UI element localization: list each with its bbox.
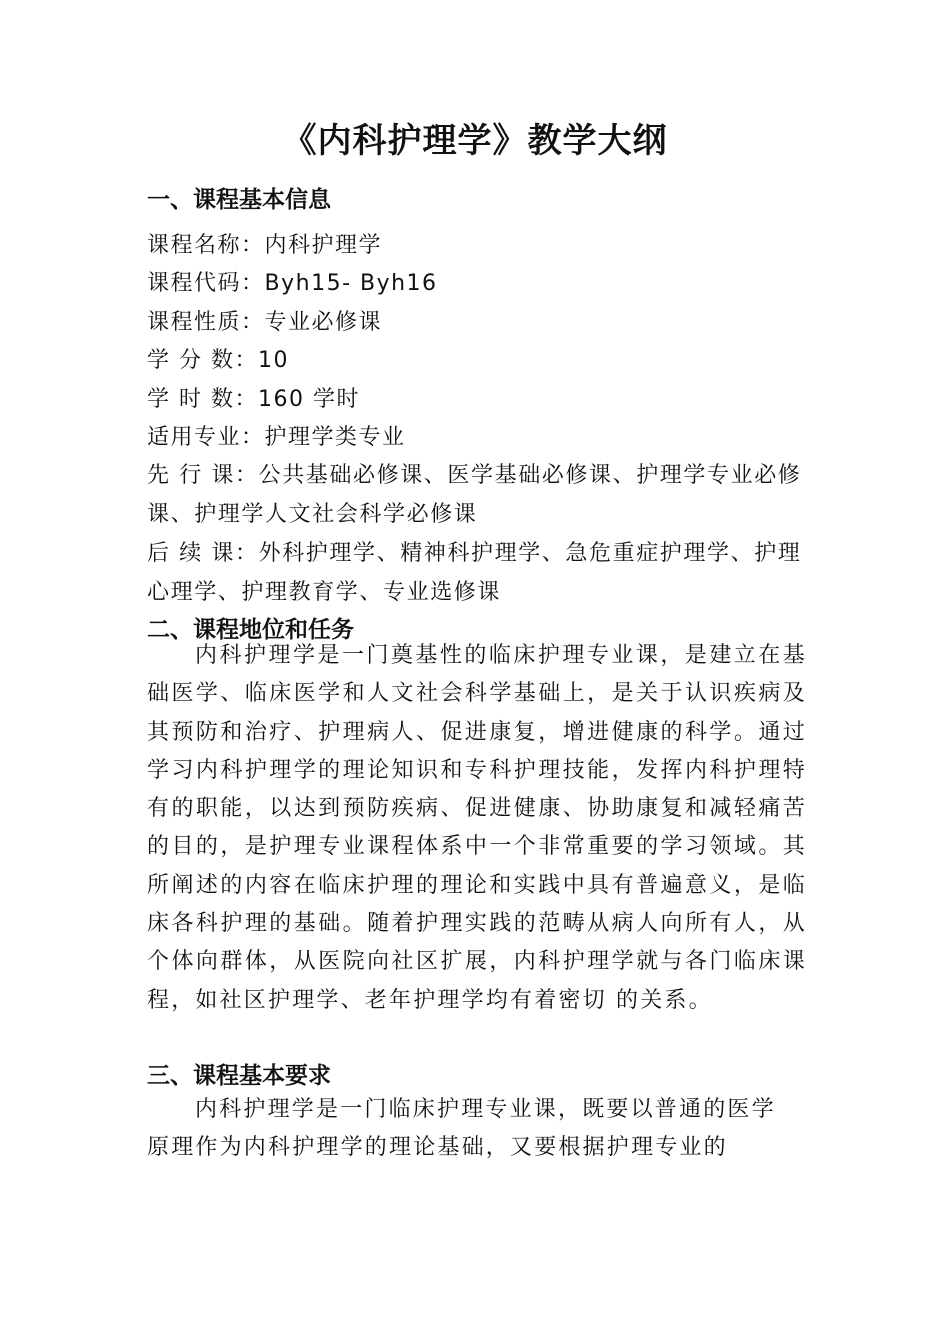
- credits-value: 10: [258, 348, 289, 373]
- info-row-course-name: [147, 231, 382, 261]
- section-heading-basic-info: 一、课程基本信息: [147, 187, 331, 213]
- course-name-label: 课程名称：: [147, 233, 265, 258]
- info-row-course-code: [147, 269, 438, 299]
- course-name-value: 内科护理学: [264, 233, 383, 258]
- major-value: 护理学类专业: [264, 425, 406, 450]
- prerequisite-label: 先 行 课：: [147, 463, 259, 488]
- requirements-paragraph: 内科护理学是一门临床护理专业课，既要以普通的医学原理作为内科护理学的理论基础，又要根据护理专业的: [147, 1097, 776, 1160]
- course-type-label: 课程性质：: [147, 310, 265, 335]
- major-label: 适用专业：: [147, 425, 265, 450]
- document-title: 《内科护理学》教学大纲: [282, 121, 668, 161]
- info-row-major: [147, 423, 406, 453]
- course-code-label: 课程代码：: [147, 271, 265, 296]
- hours-value: 160 学时: [258, 387, 360, 412]
- info-row-course-type: [147, 308, 382, 338]
- section-heading-requirements: 三、课程基本要求: [147, 1063, 331, 1089]
- course-code-value: Byh15- Byh16: [264, 271, 438, 296]
- followup-label: 后 续 课：: [147, 541, 259, 566]
- info-row-followup: [147, 535, 807, 612]
- section-heading-course-role: 二、课程地位和任务: [147, 617, 354, 643]
- hours-label: 学 时 数：: [147, 387, 258, 412]
- course-role-paragraph: 内科护理学是一门奠基性的临床护理专业课，是建立在基础医学、临床医学和人文社会科学基础上，是关于认识疾病及其预防和治疗、护理病人、促进康复，增进健康的科学。通过学习内科护理学的理论知识和专科护理技能，发挥内科护理特有的职能，以达到预防疾病、促进健康、协助康复和减轻痛苦的目的，是护理专业课程体系中一个非常重要的学习领域。其所阐述的内容在临床护理的理论和实践中具有普遍意义，是临床各科护理的基础。随着护理实践的范畴从病人向所有人，从个体向群体，从医院向社区扩展，内科护理学就与各门临床课程，如社区护理学、老年护理学均有着密切 的关系。: [147, 643, 807, 1013]
- info-row-credits: [147, 346, 289, 376]
- info-row-prerequisite: [147, 457, 807, 534]
- prerequisite-value: 公共基础必修课、医学基础必修课、护理学专业必修课、护理学人文社会科学必修课: [147, 463, 802, 527]
- followup-value: 外科护理学、精神科护理学、急危重症护理学、护理心理学、护理教育学、专业选修课: [147, 541, 802, 605]
- course-type-value: 专业必修课: [264, 310, 383, 335]
- info-row-hours: [147, 385, 360, 415]
- credits-label: 学 分 数：: [147, 348, 258, 373]
